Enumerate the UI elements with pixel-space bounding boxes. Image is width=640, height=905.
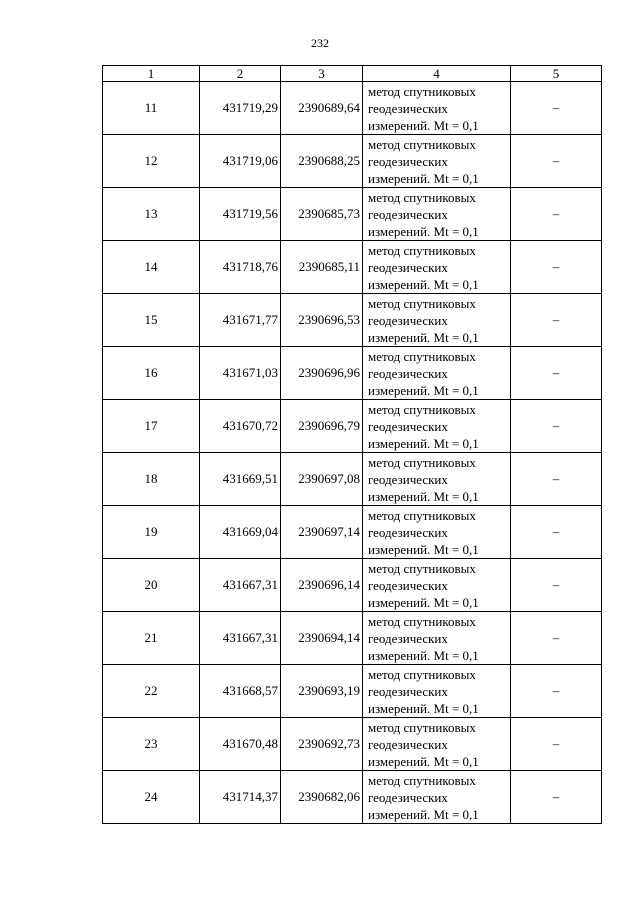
method-cell	[363, 135, 511, 188]
point-number-cell: 16	[103, 347, 200, 400]
y-coordinate-cell: 2390697,08	[281, 453, 363, 506]
method-line: метод спутниковых	[368, 242, 476, 258]
point-number-cell: 20	[103, 559, 200, 612]
x-coordinate-cell: 431719,56	[200, 188, 281, 241]
method-line: метод спутниковых	[368, 295, 476, 311]
point-number-cell: 12	[103, 135, 200, 188]
x-coordinate-cell: 431669,04	[200, 506, 281, 559]
y-coordinate-cell: 2390688,25	[281, 135, 363, 188]
y-coordinate-cell: 2390696,79	[281, 400, 363, 453]
point-number-cell: 13	[103, 188, 200, 241]
method-cell	[363, 294, 511, 347]
point-number-cell: 22	[103, 665, 200, 718]
x-coordinate-cell: 431714,37	[200, 771, 281, 824]
note-cell: –	[511, 400, 602, 453]
method-line: геодезических	[368, 153, 448, 169]
header-cell-2: 2	[200, 66, 281, 82]
x-coordinate-cell: 431718,76	[200, 241, 281, 294]
x-coordinate-cell: 431671,77	[200, 294, 281, 347]
x-coordinate-cell: 431667,31	[200, 559, 281, 612]
x-coordinate-cell: 431669,51	[200, 453, 281, 506]
method-cell	[363, 718, 511, 771]
y-coordinate-cell: 2390685,11	[281, 241, 363, 294]
y-coordinate-cell: 2390697,14	[281, 506, 363, 559]
table-row	[103, 82, 602, 135]
method-line: геодезических	[368, 365, 448, 381]
note-cell: –	[511, 718, 602, 771]
x-coordinate-cell: 431719,29	[200, 82, 281, 135]
header-cell-5: 5	[511, 66, 602, 82]
y-coordinate-cell: 2390692,73	[281, 718, 363, 771]
table-row	[103, 188, 602, 241]
method-cell	[363, 82, 511, 135]
x-coordinate-cell: 431670,48	[200, 718, 281, 771]
page-number: 232	[311, 36, 329, 50]
note-cell: –	[511, 82, 602, 135]
table-header-row	[103, 66, 602, 82]
point-number-cell: 17	[103, 400, 200, 453]
method-line: метод спутниковых	[368, 189, 476, 205]
method-cell	[363, 612, 511, 665]
note-cell: –	[511, 135, 602, 188]
point-number-cell: 11	[103, 82, 200, 135]
method-line: измерений. Mt = 0,1	[368, 700, 479, 716]
method-line: измерений. Mt = 0,1	[368, 647, 479, 663]
method-line: измерений. Mt = 0,1	[368, 170, 479, 186]
method-line: геодезических	[368, 259, 448, 275]
method-line: геодезических	[368, 206, 448, 222]
table-body	[103, 82, 602, 824]
point-number-cell: 18	[103, 453, 200, 506]
table-row	[103, 718, 602, 771]
table-row	[103, 559, 602, 612]
note-cell: –	[511, 612, 602, 665]
method-cell	[363, 506, 511, 559]
y-coordinate-cell: 2390685,73	[281, 188, 363, 241]
method-line: измерений. Mt = 0,1	[368, 488, 479, 504]
method-line: метод спутниковых	[368, 136, 476, 152]
table-row	[103, 294, 602, 347]
table-row	[103, 771, 602, 824]
method-line: геодезических	[368, 577, 448, 593]
y-coordinate-cell: 2390693,19	[281, 665, 363, 718]
method-line: геодезических	[368, 100, 448, 116]
method-line: измерений. Mt = 0,1	[368, 329, 479, 345]
note-cell: –	[511, 188, 602, 241]
x-coordinate-cell: 431670,72	[200, 400, 281, 453]
point-number-cell: 15	[103, 294, 200, 347]
note-cell: –	[511, 506, 602, 559]
method-line: геодезических	[368, 630, 448, 646]
point-number-cell: 23	[103, 718, 200, 771]
header-cell-4: 4	[363, 66, 511, 82]
method-line: измерений. Mt = 0,1	[368, 223, 479, 239]
method-line: измерений. Mt = 0,1	[368, 541, 479, 557]
method-line: геодезических	[368, 418, 448, 434]
method-cell	[363, 241, 511, 294]
method-cell	[363, 453, 511, 506]
x-coordinate-cell: 431719,06	[200, 135, 281, 188]
y-coordinate-cell: 2390696,53	[281, 294, 363, 347]
table-row	[103, 506, 602, 559]
coordinates-table	[102, 65, 602, 824]
method-line: метод спутниковых	[368, 454, 476, 470]
note-cell: –	[511, 559, 602, 612]
y-coordinate-cell: 2390696,96	[281, 347, 363, 400]
note-cell: –	[511, 241, 602, 294]
y-coordinate-cell: 2390696,14	[281, 559, 363, 612]
note-cell: –	[511, 665, 602, 718]
method-line: метод спутниковых	[368, 719, 476, 735]
y-coordinate-cell: 2390694,14	[281, 612, 363, 665]
note-cell: –	[511, 294, 602, 347]
y-coordinate-cell: 2390682,06	[281, 771, 363, 824]
method-line: метод спутниковых	[368, 507, 476, 523]
method-line: метод спутниковых	[368, 560, 476, 576]
note-cell: –	[511, 347, 602, 400]
table-row	[103, 241, 602, 294]
point-number-cell: 21	[103, 612, 200, 665]
x-coordinate-cell: 431668,57	[200, 665, 281, 718]
method-line: метод спутниковых	[368, 613, 476, 629]
method-cell	[363, 771, 511, 824]
method-line: геодезических	[368, 524, 448, 540]
method-line: геодезических	[368, 471, 448, 487]
method-line: измерений. Mt = 0,1	[368, 594, 479, 610]
method-cell	[363, 559, 511, 612]
method-line: метод спутниковых	[368, 348, 476, 364]
method-cell	[363, 400, 511, 453]
method-line: измерений. Mt = 0,1	[368, 382, 479, 398]
method-line: измерений. Mt = 0,1	[368, 117, 479, 133]
point-number-cell: 14	[103, 241, 200, 294]
table-row	[103, 347, 602, 400]
point-number-cell: 24	[103, 771, 200, 824]
method-cell	[363, 665, 511, 718]
method-line: измерений. Mt = 0,1	[368, 276, 479, 292]
x-coordinate-cell: 431671,03	[200, 347, 281, 400]
y-coordinate-cell: 2390689,64	[281, 82, 363, 135]
header-cell-1: 1	[103, 66, 200, 82]
method-line: измерений. Mt = 0,1	[368, 753, 479, 769]
method-line: геодезических	[368, 736, 448, 752]
header-cell-3: 3	[281, 66, 363, 82]
table-row	[103, 665, 602, 718]
table-row	[103, 135, 602, 188]
x-coordinate-cell: 431667,31	[200, 612, 281, 665]
method-line: метод спутниковых	[368, 772, 476, 788]
method-line: метод спутниковых	[368, 401, 476, 417]
method-line: геодезических	[368, 789, 448, 805]
method-line: измерений. Mt = 0,1	[368, 806, 479, 822]
table-row	[103, 400, 602, 453]
note-cell: –	[511, 771, 602, 824]
method-line: геодезических	[368, 312, 448, 328]
note-cell: –	[511, 453, 602, 506]
method-line: метод спутниковых	[368, 666, 476, 682]
method-line: геодезических	[368, 683, 448, 699]
method-line: метод спутниковых	[368, 83, 476, 99]
table-row	[103, 612, 602, 665]
method-cell	[363, 347, 511, 400]
method-line: измерений. Mt = 0,1	[368, 435, 479, 451]
point-number-cell: 19	[103, 506, 200, 559]
method-cell	[363, 188, 511, 241]
table-row	[103, 453, 602, 506]
